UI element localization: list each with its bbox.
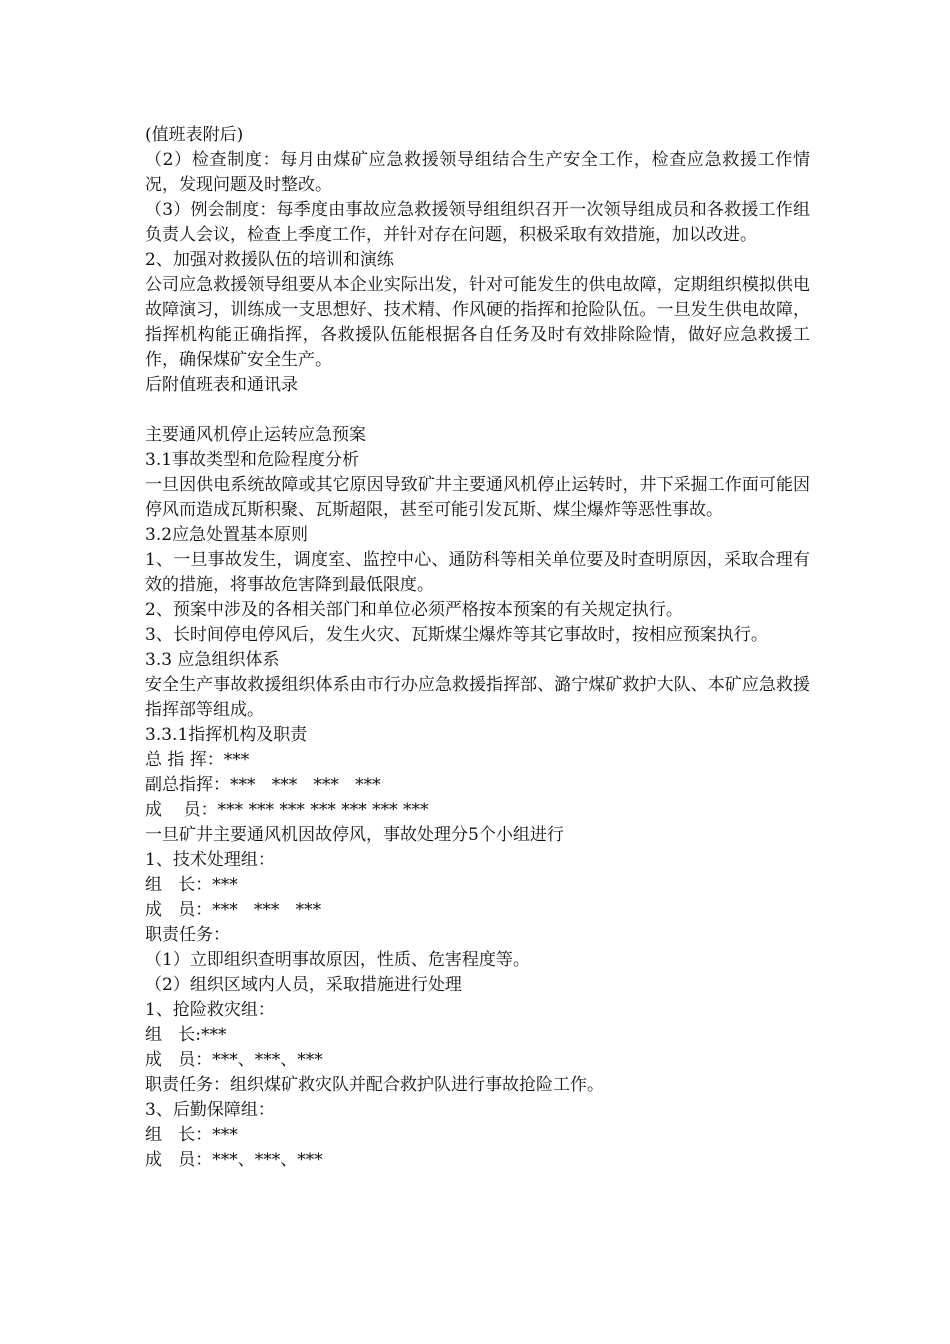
line-members: 成 员：*** *** *** *** *** *** *** xyxy=(145,800,429,820)
heading-3-2: 3.2应急处置基本原则 xyxy=(145,525,309,545)
line-duty-1: （1）立即组织查明事故原因，性质、危害程度等。 xyxy=(145,950,530,970)
line-technical-members: 成 员：*** *** *** xyxy=(145,900,322,920)
line-logistics-members: 成 员：***、***、*** xyxy=(145,1150,323,1170)
heading-3-3-1: 3.3.1指挥机构及职责 xyxy=(145,725,308,745)
line-rescue-leader: 组 长:*** xyxy=(145,1025,227,1045)
paragraph-principle-3: 3、长时间停电停风后，发生火灾、瓦斯煤尘爆炸等其它事故时，按相应预案执行。 xyxy=(145,625,768,645)
heading-rescue-group: 1、抢险救灾组： xyxy=(145,1000,275,1020)
paragraph-training-drills: 公司应急救援领导组要从本企业实际出发，针对可能发生的供电故障，定期组织模拟供电故障演习，训练成一支思想好、技术精、作风硬的指挥和抢险队伍。一旦发生供电故障，指挥机构能正确指挥，各救援队伍能根据各自任务及时有效排除险情，做好应急救援工作，确保煤矿安全生产。 xyxy=(145,275,810,370)
heading-logistics-group: 3、后勤保障组： xyxy=(145,1100,275,1120)
paragraph-3-1: 一旦因供电系统故障或其它原因导致矿井主要通风机停止运转时，井下采掘工作面可能因停风而造成瓦斯积聚、瓦斯超限，甚至可能引发瓦斯、煤尘爆炸等恶性事故。 xyxy=(145,475,810,520)
paragraph-inspection-system: （2）检查制度：每月由煤矿应急救援领导组结合生产安全工作，检查应急救援工作情况，发现问题及时整改。 xyxy=(145,150,810,195)
paragraph-3-3: 安全生产事故救援组织体系由市行办应急救援指挥部、潞宁煤矿救护大队、本矿应急救援指挥部等组成。 xyxy=(145,675,810,720)
blank-line xyxy=(145,398,810,423)
line-technical-leader: 组 长：*** xyxy=(145,875,238,895)
paragraph-principle-1: 1、一旦事故发生，调度室、监控中心、通防科等相关单位要及时查明原因，采取合理有效的措施，将事故危害降到最低限度。 xyxy=(145,550,810,595)
line-logistics-leader: 组 长：*** xyxy=(145,1125,238,1145)
heading-technical-group: 1、技术处理组： xyxy=(145,850,275,870)
paragraph-five-groups: 一旦矿井主要通风机因故停风，事故处理分5个小组进行 xyxy=(145,825,564,845)
line-commander: 总 指 挥：*** xyxy=(145,750,250,770)
heading-training-drills: 2、加强对救援队伍的培训和演练 xyxy=(145,250,394,270)
paragraph-duty-roster-note: (值班表附后) xyxy=(145,125,244,145)
line-duty-2: （2）组织区域内人员，采取措施进行处理 xyxy=(145,975,462,995)
paragraph-principle-2: 2、预案中涉及的各相关部门和单位必须严格按本预案的有关规定执行。 xyxy=(145,600,683,620)
line-deputy-commander: 副总指挥：*** *** *** *** xyxy=(145,775,381,795)
paragraph-appendix-note: 后附值班表和通讯录 xyxy=(145,375,298,395)
section-title-ventilation-plan: 主要通风机停止运转应急预案 xyxy=(145,425,366,445)
line-duties-label: 职责任务： xyxy=(145,925,230,945)
paragraph-meeting-system: （3）例会制度：每季度由事故应急救援领导组组织召开一次领导组成员和各救援工作组负责人会议，检查上季度工作，并针对存在问题，积极采取有效措施，加以改进。 xyxy=(145,200,810,245)
line-rescue-members: 成 员：***、***、*** xyxy=(145,1050,323,1070)
heading-3-1: 3.1事故类型和危险程度分析 xyxy=(145,450,360,470)
line-rescue-duties: 职责任务：组织煤矿救灾队并配合救护队进行事故抢险工作。 xyxy=(145,1075,604,1095)
heading-3-3: 3.3 应急组织体系 xyxy=(145,650,280,670)
document-body xyxy=(145,123,810,1173)
